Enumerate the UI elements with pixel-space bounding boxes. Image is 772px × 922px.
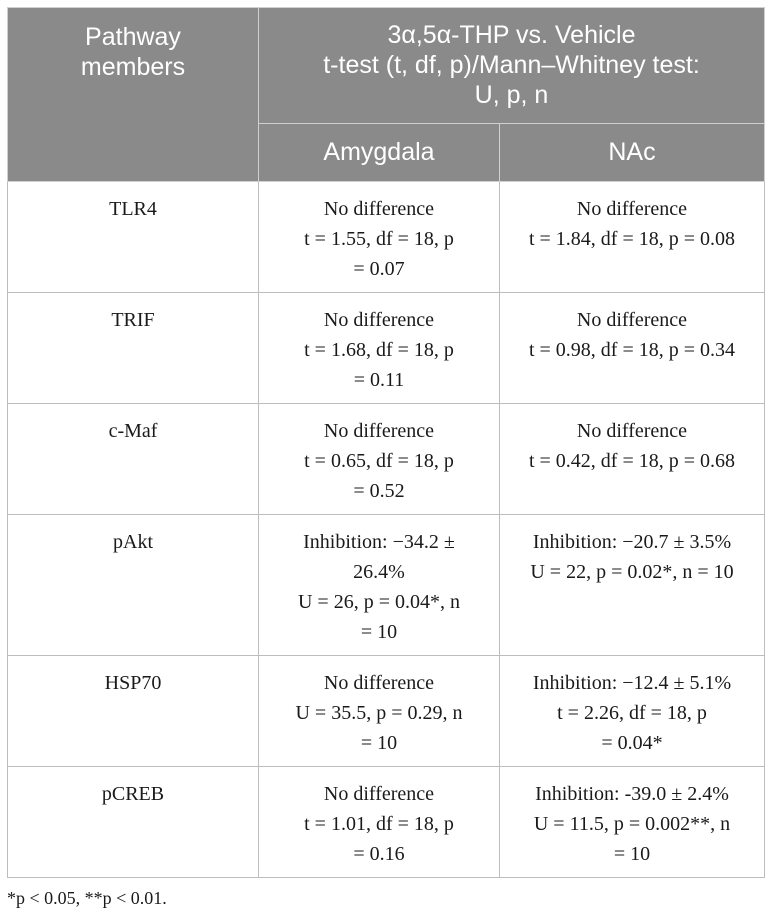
member-cell: c-Maf [8, 404, 259, 515]
amygdala-cell: Inhibition: −34.2 ± 26.4% U = 26, p = 0.04*, n = 10 [259, 515, 500, 656]
nac-cell: Inhibition: −12.4 ± 5.1% t = 2.26, df = 18, p = 0.04* [500, 656, 765, 767]
table-row [8, 515, 765, 656]
member-cell: TLR4 [8, 182, 259, 293]
nac-cell: No difference t = 0.42, df = 18, p = 0.68 [500, 404, 765, 515]
nac-cell: Inhibition: −20.7 ± 3.5% U = 22, p = 0.02*, n = 10 [500, 515, 765, 656]
member-cell: HSP70 [8, 656, 259, 767]
nac-cell: No difference t = 1.84, df = 18, p = 0.08 [500, 182, 765, 293]
member-cell: TRIF [8, 293, 259, 404]
header-nac: NAc [500, 124, 765, 182]
member-cell: pAkt [8, 515, 259, 656]
amygdala-cell: No difference U = 35.5, p = 0.29, n = 10 [259, 656, 500, 767]
table-row [8, 404, 765, 515]
header-pathway-members [8, 8, 259, 182]
header-comparison [259, 8, 765, 124]
header-pathway-line2: members [80, 53, 186, 81]
table-footnote: *p < 0.05, **p < 0.01. [7, 888, 167, 908]
header-amygdala: Amygdala [259, 124, 500, 182]
amygdala-cell: No difference t = 0.65, df = 18, p = 0.52 [259, 404, 500, 515]
amygdala-cell: No difference t = 1.01, df = 18, p = 0.16 [259, 767, 500, 878]
amygdala-cell: No difference t = 1.68, df = 18, p = 0.11 [259, 293, 500, 404]
member-cell: pCREB [8, 767, 259, 878]
nac-cell: No difference t = 0.98, df = 18, p = 0.34 [500, 293, 765, 404]
header-row-top [8, 8, 765, 124]
table-row [8, 767, 765, 878]
table-row [8, 182, 765, 293]
header-comparison-line3: U, p, n [474, 81, 549, 109]
header-comparison-line2: t-test (t, df, p)/Mann–Whitney test: [323, 51, 700, 79]
header-comparison-line1: 3α,5α-THP vs. Vehicle [387, 21, 636, 49]
results-table-container [7, 7, 764, 878]
table-row [8, 656, 765, 767]
nac-cell: Inhibition: -39.0 ± 2.4% U = 11.5, p = 0.002**, n = 10 [500, 767, 765, 878]
results-table [7, 7, 765, 878]
table-row [8, 293, 765, 404]
amygdala-cell: No difference t = 1.55, df = 18, p = 0.07 [259, 182, 500, 293]
header-pathway-line1: Pathway [85, 23, 181, 51]
